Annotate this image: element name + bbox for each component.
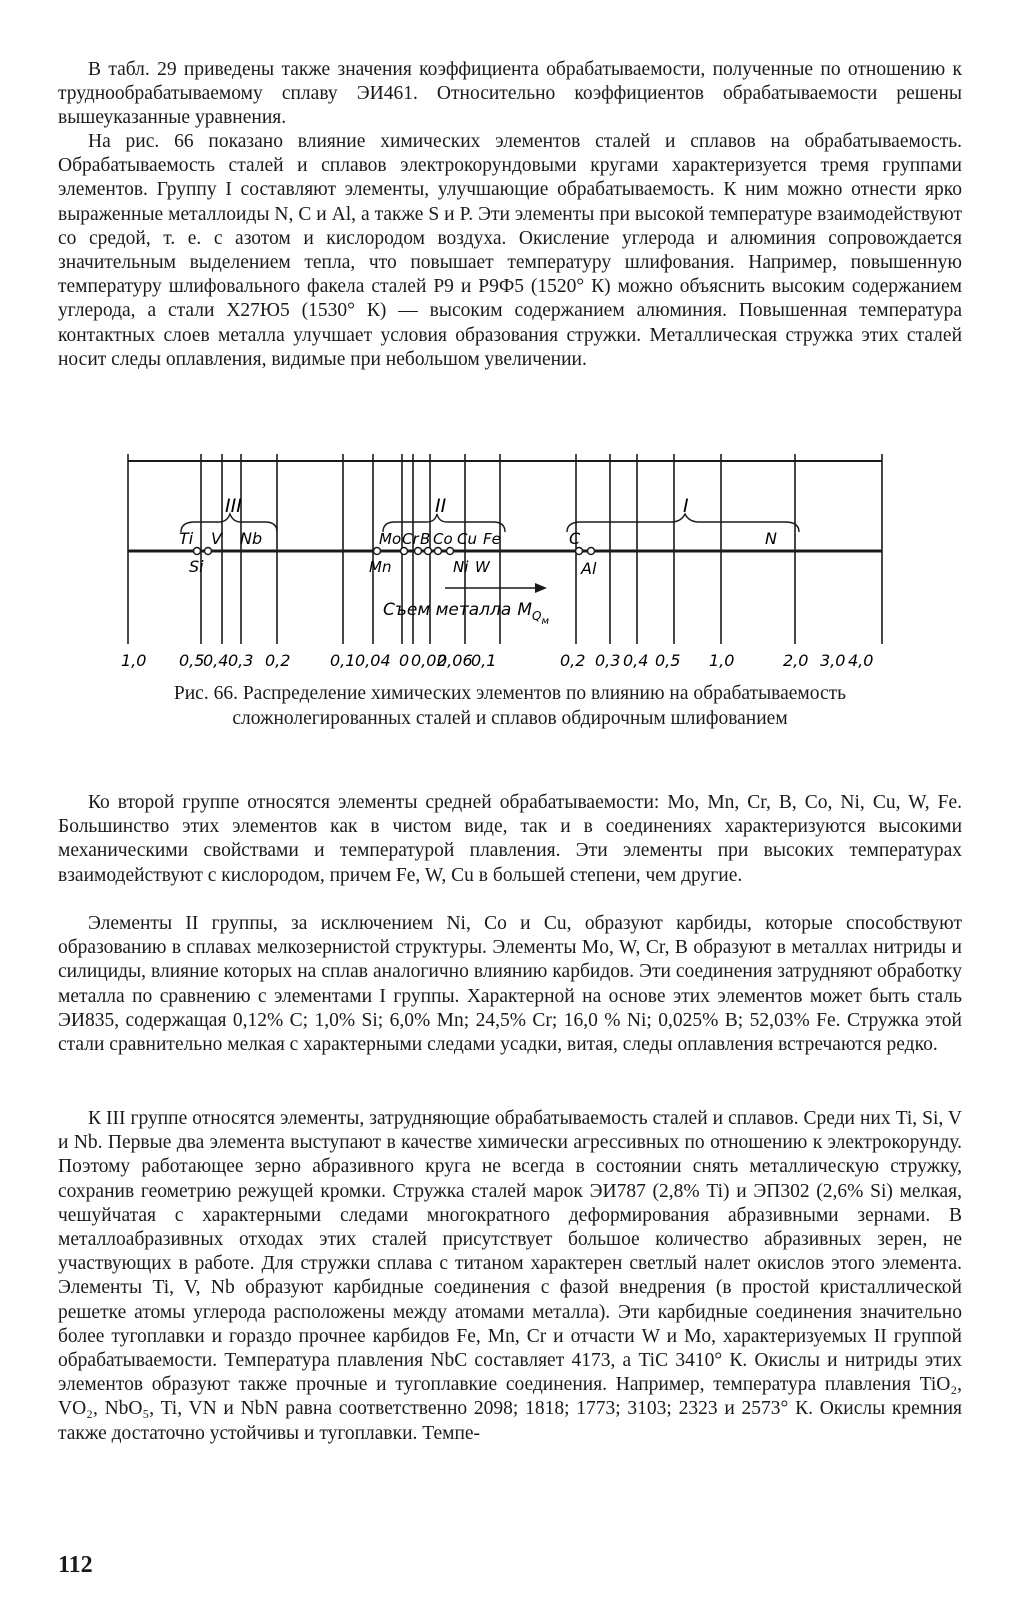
- scale-tick-label: 0,5: [179, 651, 205, 670]
- scale-tick-label: 0,5: [655, 651, 681, 670]
- scale-labels: [121, 651, 873, 670]
- figure-66: [115, 452, 885, 684]
- scale-tick-label: 4,0: [848, 651, 874, 670]
- scale-tick-label: 1,0: [709, 651, 735, 670]
- element-v: V: [211, 529, 222, 548]
- scale-tick-label: 3,0: [820, 651, 846, 670]
- element-ni: Ni: [453, 558, 469, 576]
- scale-tick-label: 0,2: [265, 651, 291, 670]
- scale-tick-label: 0,4: [203, 651, 229, 670]
- element-mo: Mo: [379, 530, 402, 548]
- paragraph: К III группе относятся элементы, затрудняющие обрабатываемость сталей и сплавов. Среди них Ti, Si, V и Nb. Первые два элемента выступают в качестве химически агрессивных по отношению к электрокорунду. Поэтому работающее зерно абразивного круга не всегда в состоянии снять металлическую стружку, сохранив геометрию режущей кромки. Стружка сталей марок ЭИ787 (2,8% Ti) и ЭП302 (2,6% Si) мелкая, чешуйчатая с характерными следами многократного деформирования абразивными зернами. В металлоабразивных отходах этих сталей присутствует большое количество абразивных зерен, не участвующих в работе. Для стружки сплава с титаном характерен светлый налет окислов этого элемента. Элементы Ti, V, Nb образуют карбидные соединения с фазой внедрения (в простой кристаллической решетке атомы углерода расположены между атомами металла). Эти карбидные соединения значительно более тугоплавки и гораздо прочнее карбидов Fe, Mn, Cr и отчасти W и Mo, характеризуемых II группой обрабатываемости. Температура плавления NbC составляет 4173, а TiC 3410° К. Окислы и нитриды этих элементов образуют также прочные и тугоплавкие соединения. Например, температура плавления TiO₂, VO₂, NbO₅, Ti, VN и NbN равна соответственно 2098; 1818; 1773; 3103; 2323 и 2573° К. Окислы кремния также достаточно устойчивы и тугоплавки. Темпе-: [58, 1108, 962, 1444]
- scale-tick-label: 0,1: [330, 651, 356, 670]
- removal-arrow-head: [535, 583, 547, 593]
- element-cu: Cu: [457, 530, 477, 548]
- scale-tick-label: 2,0: [783, 651, 809, 670]
- scale-tick-label: 0,02: [411, 651, 447, 670]
- element-nb: Nb: [240, 529, 263, 548]
- paragraph: Ко второй группе относятся элементы средней обрабатываемости: Mo, Mn, Cr, B, Co, Ni, Cu, W, Fe. Большинство этих элементов как в чистом виде, так и в соединениях характеризуются высокими механическими свойствами и температурой плавления. Эти элементы при высоких температурах взаимодействуют с кислородом, причем Fe, W, Cu в большей степени, чем другие.: [58, 792, 962, 886]
- figure-caption: Рис. 66. Распределение химических элементов по влиянию на обрабатываемость сложнолегированных сталей и сплавов обдирочным шлифованием: [173, 683, 847, 729]
- scale-tick-label: 0: [399, 651, 410, 670]
- scale-tick-label: 0,1: [471, 651, 497, 670]
- element-b: B: [420, 530, 431, 548]
- element-al: Al: [581, 559, 597, 578]
- element-si: Si: [189, 557, 204, 576]
- element-mn: Mn: [369, 558, 392, 576]
- stock-removal-label: Съем металла $M_{Qм}$: [383, 600, 549, 627]
- scale-tick-label: 1,0: [121, 651, 147, 670]
- scale-tick-label: 0,04: [355, 651, 391, 670]
- element-c: C: [569, 529, 581, 548]
- element-w: W: [475, 558, 490, 576]
- scale-tick-label: 0,06: [437, 651, 473, 670]
- scale-tick-label: 0,4: [623, 651, 649, 670]
- scale-tick-label: 0,3: [595, 651, 621, 670]
- paragraph: Элементы II группы, за исключением Ni, Co и Cu, образуют карбиды, которые способствуют образованию в сплавах мелкозернистой структуры. Элементы Mo, W, Cr, B образуют в металлах нитриды и силициды, влияние которых на сплав аналогично влиянию карбидов. Эти соединения затрудняют обработку металла по сравнению с элементами I группы. Характерной на основе этих элементов может быть сталь ЭИ835, содержащая 0,12% C; 1,0% Si; 6,0% Mn; 24,5% Cr; 16,0 % Ni; 0,025% B; 52,03% Fe. Стружка этой стали сравнительно мелкая с характерными следами усадки, витая, следы оплавления встречаются редко.: [58, 913, 962, 1056]
- group-iii-brace: [181, 514, 277, 532]
- element-cr: Cr: [402, 530, 419, 548]
- group-label-i: I: [683, 495, 689, 517]
- scale-tick-label: 0,2: [560, 651, 586, 670]
- paragraph: В табл. 29 приведены также значения коэффициента обрабатываемости, полученные по отношению к труднообрабатываемому сплаву ЭИ461. Относительно коэффициентов обрабатываемости решены вышеуказанные уравнения.: [58, 59, 962, 129]
- paragraph: На рис. 66 показано влияние химических элементов сталей и сплавов на обрабатываемость. Обрабатываемость сталей и сплавов электрокорундовыми кругами характеризуется тремя группами элементов. Группу I составляют элементы, улучшающие обрабатываемость. К ним можно отнести ярко выраженные металлоиды N, C и Al, а также S и P. Эти элементы при высокой температуре взаимодействуют со средой, т. е. с азотом и кислородом воздуха. Окисление углерода и алюминия сопровождается значительным выделением тепла, что повышает температуру шлифования. Например, повышенную температуру шлифовального факела сталей Р9 и Р9Ф5 (1520° К) можно объяснить высоким содержанием углерода, а стали Х27Ю5 (1530° К) — высоким содержанием алюминия. Повышенная температура контактных слоев металла улучшает условия образования стружки. Металлическая стружка этих сталей носит следы оплавления, видимые при небольшом увеличении.: [58, 131, 962, 370]
- element-n: N: [765, 529, 777, 548]
- group-label-ii: II: [435, 495, 447, 517]
- element-co: Co: [433, 530, 453, 548]
- element-fe: Fe: [483, 530, 501, 548]
- scale-tick-label: 0,3: [228, 651, 254, 670]
- element-ti: Ti: [179, 529, 194, 548]
- group-label-iii: III: [225, 495, 242, 517]
- page-number: 112: [58, 1552, 93, 1578]
